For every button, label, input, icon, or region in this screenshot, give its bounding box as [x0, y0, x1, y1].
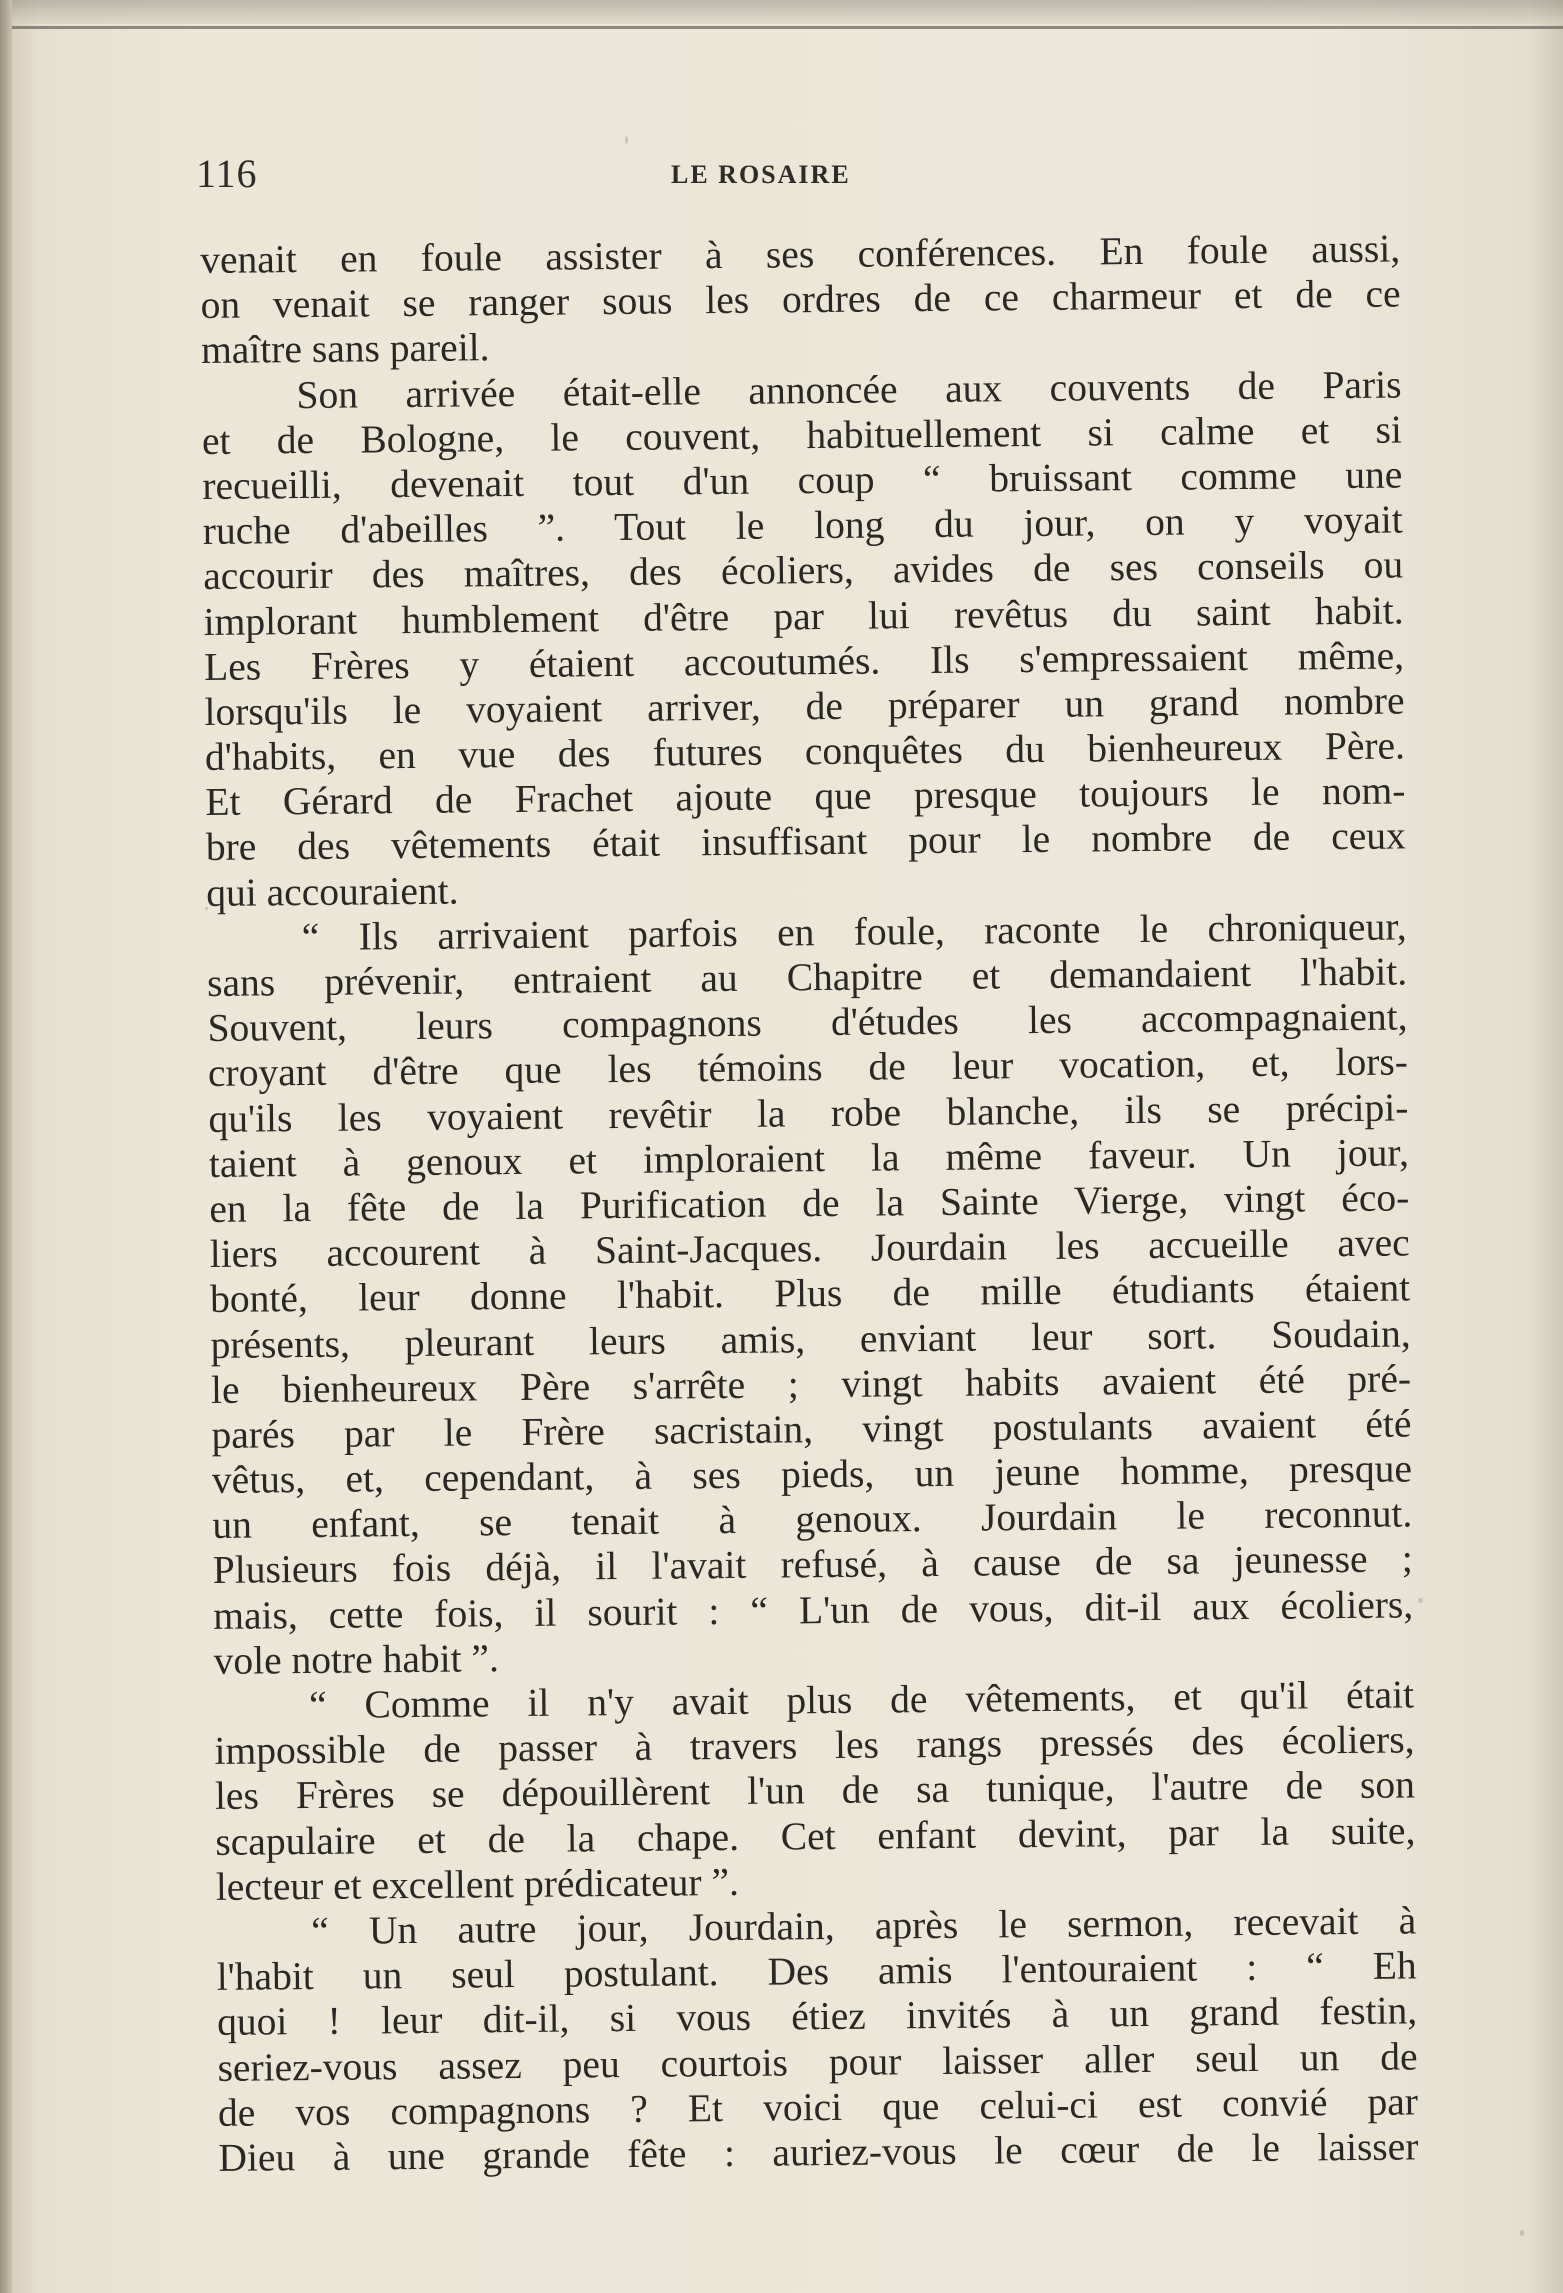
- text-line: venait en foule assister à ses conférences. En foule aussi,: [200, 226, 1401, 282]
- text-line: parés par le Frère sacristain, vingt postulants avaient été: [211, 1401, 1412, 1457]
- text-line: quoi ! leur dit-il, si vous étiez invités à un grand festin,: [216, 1988, 1418, 2045]
- page-header: [196, 150, 1396, 200]
- text-line: lecteur et excellent prédicateur ”.: [215, 1859, 740, 1909]
- text-line: ruche d'abeilles ”. Tout le long du jour, on y voyait: [202, 497, 1403, 554]
- text-line: vole notre habit ”.: [213, 1636, 500, 1683]
- paper-spot: [1520, 2230, 1524, 2236]
- text-line: l'habit un seul postulant. Des amis l'entouraient : “ Eh: [216, 1943, 1417, 2000]
- text-line: un enfant, se tenait à genoux. Jourdain le reconnut.: [212, 1491, 1413, 1548]
- page-top-edge: [0, 26, 1563, 29]
- text-line: et de Bologne, le couvent, habituellement si calme et si: [201, 407, 1403, 463]
- text-line: accourir des maîtres, des écoliers, avides de ses conseils ou: [203, 542, 1404, 599]
- text-line: le bienheureux Père s'arrête ; vingt habits avaient été pré-: [210, 1356, 1412, 1412]
- text-line: Son arrivée était-elle annoncée aux couvents de Paris: [296, 362, 1402, 417]
- text-line: en la fête de la Purification de la Sainte Vierge, vingt éco-: [209, 1175, 1410, 1231]
- text-line: de vos compagnons ? Et voici que celui-ci est convié par: [217, 2079, 1419, 2135]
- text-line: “ Comme il n'y avait plus de vêtements, et qu'il était: [308, 1672, 1415, 1728]
- running-title: LE ROSAIRE: [671, 160, 851, 189]
- text-line: scapulaire et de la chape. Cet enfant devint, par la suite,: [215, 1807, 1416, 1864]
- text-line: recueilli, devenait tout d'un coup “ bruissant comme une: [202, 452, 1403, 508]
- text-line: qu'ils les voyaient revêtir la robe blanche, ils se précipi-: [208, 1085, 1409, 1141]
- paper-spot: [625, 136, 628, 144]
- text-line: mais, cette fois, il sourit : “ L'un de vous, dit-il aux écoliers,: [213, 1582, 1414, 1638]
- text-line: sans prévenir, entraient au Chapitre et demandaient l'habit.: [206, 949, 1408, 1005]
- text-line: Plusieurs fois déjà, il l'avait refusé, à cause de sa jeunesse ;: [212, 1536, 1413, 1593]
- text-line: Les Frères y étaient accoutumés. Ils s'empressaient même,: [203, 633, 1405, 689]
- page-gutter-edge: [0, 0, 12, 2293]
- text-line: les Frères se dépouillèrent l'un de sa tunique, l'autre de son: [214, 1762, 1416, 1819]
- text-line: “ Ils arrivaient parfois en foule, raconte le chroniqueur,: [301, 904, 1407, 959]
- text-line: bonté, leur donne l'habit. Plus de mille étudiants étaient: [209, 1265, 1411, 1322]
- text-line: présents, pleurant leurs amis, enviant leur sort. Soudain,: [210, 1310, 1411, 1367]
- paper-spot: [205, 907, 208, 910]
- page-top-shadow: [0, 0, 1563, 24]
- paper-spot: [1418, 1598, 1423, 1603]
- text-line: taient à genoux et imploraient la même faveur. Un jour,: [208, 1130, 1410, 1186]
- text-line: maître sans pareil.: [200, 325, 490, 373]
- body-text: [200, 226, 1419, 2180]
- text-line: croyant d'être que les témoins de leur vocation, et, lors-: [207, 1039, 1409, 1096]
- page-number: 116: [196, 151, 258, 196]
- text-line: on venait se ranger sous les ordres de ce charmeur et de ce: [200, 271, 1401, 328]
- text-line: qui accouraient.: [206, 868, 459, 915]
- text-line: liers accourent à Saint-Jacques. Jourdain les accueille avec: [209, 1220, 1410, 1277]
- text-line: Et Gérard de Frachet ajoute que presque toujours le nom-: [205, 768, 1406, 825]
- text-line: Souvent, leurs compagnons d'études les accompagnaient,: [207, 994, 1408, 1051]
- text-line: “ Un autre jour, Jourdain, après le sermon, recevait à: [311, 1898, 1417, 1953]
- text-line: impossible de passer à travers les rangs pressés des écoliers,: [214, 1717, 1415, 1774]
- text-line: bre des vêtements était insuffisant pour le nombre de ceux: [205, 813, 1407, 870]
- text-line: vêtus, et, cependant, à ses pieds, un jeune homme, presque: [211, 1446, 1413, 1503]
- text-line: d'habits, en vue des futures conquêtes du bienheureux Père.: [204, 723, 1406, 780]
- text-line: seriez-vous assez peu courtois pour laisser aller seul un de: [217, 2033, 1418, 2090]
- text-line: Dieu à une grande fête : auriez-vous le cœur de le laisser: [218, 2124, 1419, 2180]
- text-line: lorsqu'ils le voyaient arriver, de préparer un grand nombre: [204, 678, 1405, 734]
- text-line: implorant humblement d'être par lui revêtus du saint habit.: [203, 587, 1404, 644]
